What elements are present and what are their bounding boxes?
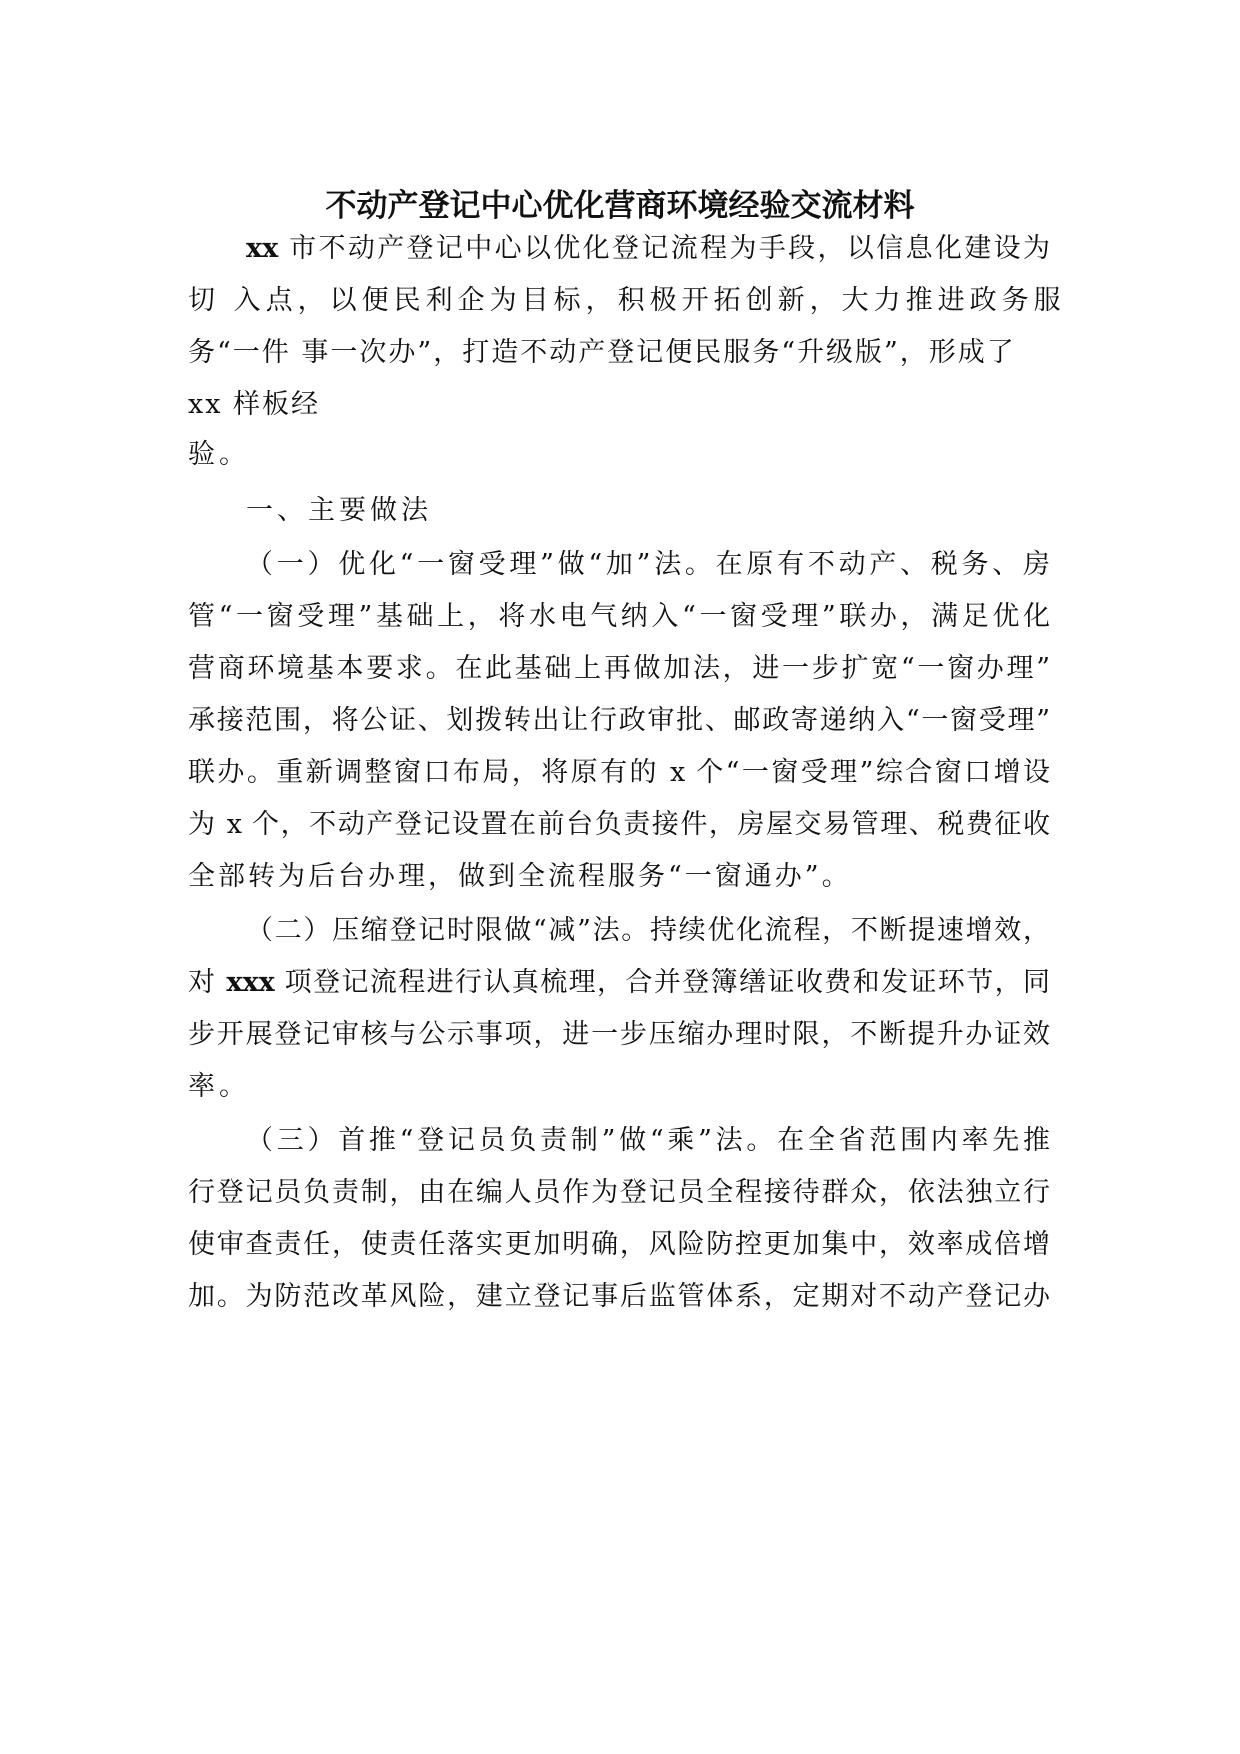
p2-line-4: 率。	[188, 1071, 250, 1102]
intro-xx: xx	[246, 233, 279, 264]
p2-line-2-a: 对	[188, 967, 227, 998]
intro-line-2: 切 入点，以便民利企为目标，积极开拓创新，大力推进政务服	[188, 285, 1066, 316]
p2-line-1: （二）压缩登记时限做“减”法。持续优化流程，不断提速增效，	[246, 915, 1050, 946]
p1-line-5: 联办。重新调整窗口布局，将原有的 x 个“一窗受理”综合窗口增设	[188, 757, 1050, 788]
document-title: 不动产登记中心优化营商环境经验交流材料	[325, 188, 915, 224]
p1-line-3: 营商环境基本要求。在此基础上再做加法，进一步扩宽“一窗办理”	[188, 653, 1050, 684]
p1-line-6: 为 x 个，不动产登记设置在前台负责接件，房屋交易管理、税费征收	[188, 809, 1050, 840]
p1-line-2: 管“一窗受理”基础上，将水电气纳入“一窗受理”联办，满足优化	[188, 601, 1050, 632]
p1-line-1: （一）优化“一窗受理”做“加”法。在原有不动产、税务、房	[246, 549, 1050, 580]
p2-line-3: 步开展登记审核与公示事项，进一步压缩办理时限，不断提升办证效	[188, 1019, 1050, 1050]
p3-line-1: （三）首推“登记员负责制”做“乘”法。在全省范围内率先推	[246, 1125, 1050, 1156]
p1-line-7: 全部转为后台办理，做到全流程服务“一窗通办”。	[188, 861, 852, 892]
p2-xxx: xxx	[226, 967, 275, 998]
p1-line-4: 承接范围，将公证、划拨转出让行政审批、邮政寄递纳入“一窗受理”	[188, 705, 1050, 736]
intro-line-3: 务“一件 事一次办”，打造不动产登记便民服务“升级版”，形成了	[188, 337, 1016, 368]
section-heading-main-practices: 一、主要做法	[246, 495, 432, 526]
intro-line-1	[246, 232, 1050, 266]
p2-line-2-c: 项登记流程进行认真梳理，合并登簿缮证收费和发证环节，同	[274, 967, 1050, 998]
p3-line-4: 加。为防范改革风险，建立登记事后监管体系，定期对不动产登记办	[188, 1281, 1050, 1312]
intro-line-1-text: 市不动产登记中心以优化登记流程为手段，以信息化建设为	[278, 233, 1050, 264]
p2-line-2	[188, 966, 1050, 1000]
p3-line-3: 使审查责任，使责任落实更加明确，风险防控更加集中，效率成倍增	[188, 1229, 1050, 1260]
p3-line-2: 行登记员负责制，由在编人员作为登记员全程接待群众，依法独立行	[188, 1177, 1050, 1208]
intro-line-5: 验。	[188, 439, 250, 470]
intro-line-4: xx 样板经	[188, 389, 321, 420]
